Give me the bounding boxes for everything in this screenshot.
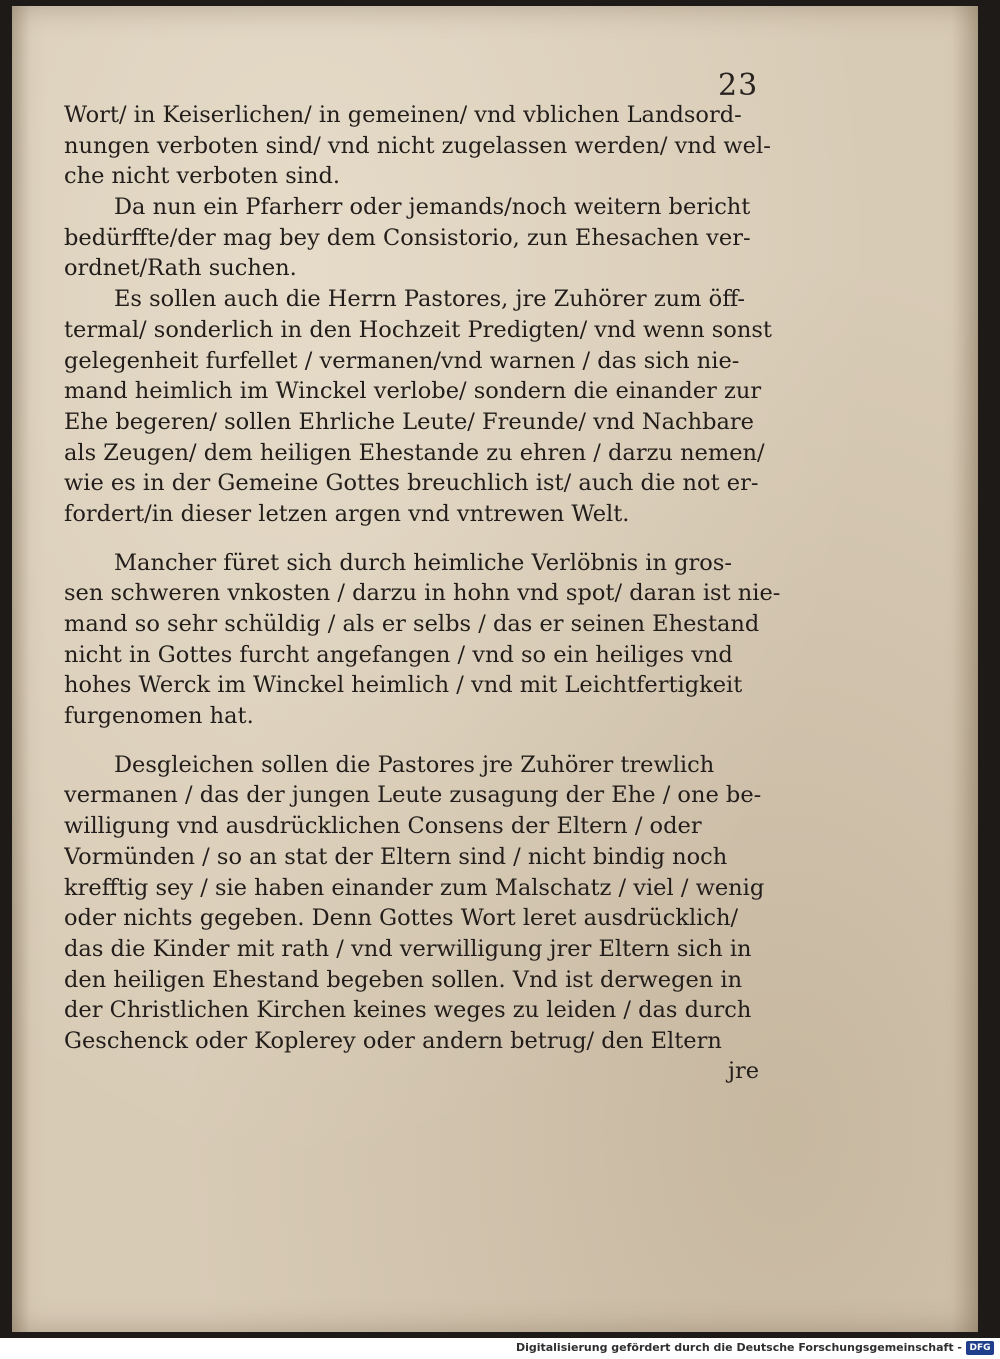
text-line: Es sollen auch die Herrn Pastores, jre Zuhörer zum öff-: [114, 286, 745, 313]
text-line: ordnet/Rath suchen.: [64, 255, 297, 282]
text-line: wie es in der Gemeine Gottes breuchlich ist/ auch die not er-: [64, 470, 759, 497]
text-line: das die Kinder mit rath / vnd verwilligung jrer Eltern sich in: [64, 935, 752, 962]
page-number: 23: [718, 68, 759, 103]
text-line: nungen verboten sind/ vnd nicht zugelassen werden/ vnd wel-: [64, 132, 771, 159]
text-line: hohes Werck im Winckel heimlich / vnd mit Leichtfertigkeit: [64, 672, 743, 699]
text-line: gelegenheit furfellet / vermanen/vnd warnen / das sich nie-: [64, 347, 740, 374]
text-line: der Christlichen Kirchen keines weges zu leiden / das durch: [64, 997, 752, 1024]
text-line: Da nun ein Pfarherr oder jemands/noch weitern bericht: [114, 194, 751, 221]
text-line: Mancher füret sich durch heimliche Verlöbnis in gros-: [114, 549, 732, 576]
text-line: als Zeugen/ dem heiligen Ehestande zu ehren / darzu nemen/: [64, 439, 765, 466]
text-line: Wort/ in Keiserlichen/ in gemeinen/ vnd vblichen Landsord-: [64, 102, 742, 128]
text-line: Desgleichen sollen die Pastores jre Zuhörer trewlich: [114, 751, 715, 778]
text-line: willigung vnd ausdrücklichen Consens der Eltern / oder: [64, 813, 702, 840]
book-page: [12, 6, 978, 1332]
dfg-logo-icon: DFG: [966, 1341, 994, 1355]
text-line: fordert/in dieser letzen argen vnd vntrewen Welt.: [64, 500, 630, 527]
text-line: Geschenck oder Koplerey oder andern betrug/ den Eltern: [64, 1027, 722, 1054]
text-line: mand so sehr schüldig / als er selbs / das er seinen Ehestand: [64, 611, 760, 637]
text-line: krefftig sey / sie haben einander zum Malschatz / viel / wenig: [64, 874, 765, 901]
text-line: oder nichts gegeben. Denn Gottes Wort leret ausdrücklich/: [64, 905, 739, 932]
text-line: Ehe begeren/ sollen Ehrliche Leute/ Freunde/ vnd Nachbare: [64, 408, 754, 435]
text-line: mand heimlich im Winckel verlobe/ sondern die einander zur: [64, 378, 762, 405]
text-line: den heiligen Ehestand begeben sollen. Vnd ist derwegen in: [64, 966, 743, 993]
page-text: [64, 100, 784, 1057]
text-line: sen schweren vnkosten / darzu in hohn vnd spot/ daran ist nie-: [64, 580, 781, 607]
text-line: Vormünden / so an stat der Eltern sind / nicht bindig noch: [64, 843, 728, 870]
catchword: jre: [728, 1058, 760, 1084]
text-line: termal/ sonderlich in den Hochzeit Predigten/ vnd wenn sonst: [64, 316, 772, 343]
text-line: nicht in Gottes furcht angefangen / vnd so ein heiliges vnd: [64, 641, 733, 668]
footer-bar: [0, 1338, 1000, 1359]
text-line: furgenomen hat.: [64, 703, 254, 730]
text-line: bedürffte/der mag bey dem Consistorio, zun Ehesachen ver-: [64, 224, 751, 251]
text-line: vermanen / das der jungen Leute zusagung der Ehe / one be-: [64, 782, 762, 809]
text-line: che nicht verboten sind.: [64, 163, 341, 190]
funding-credit: Digitalisierung gefördert durch die Deutsche Forschungsgemeinschaft -: [515, 1341, 962, 1354]
